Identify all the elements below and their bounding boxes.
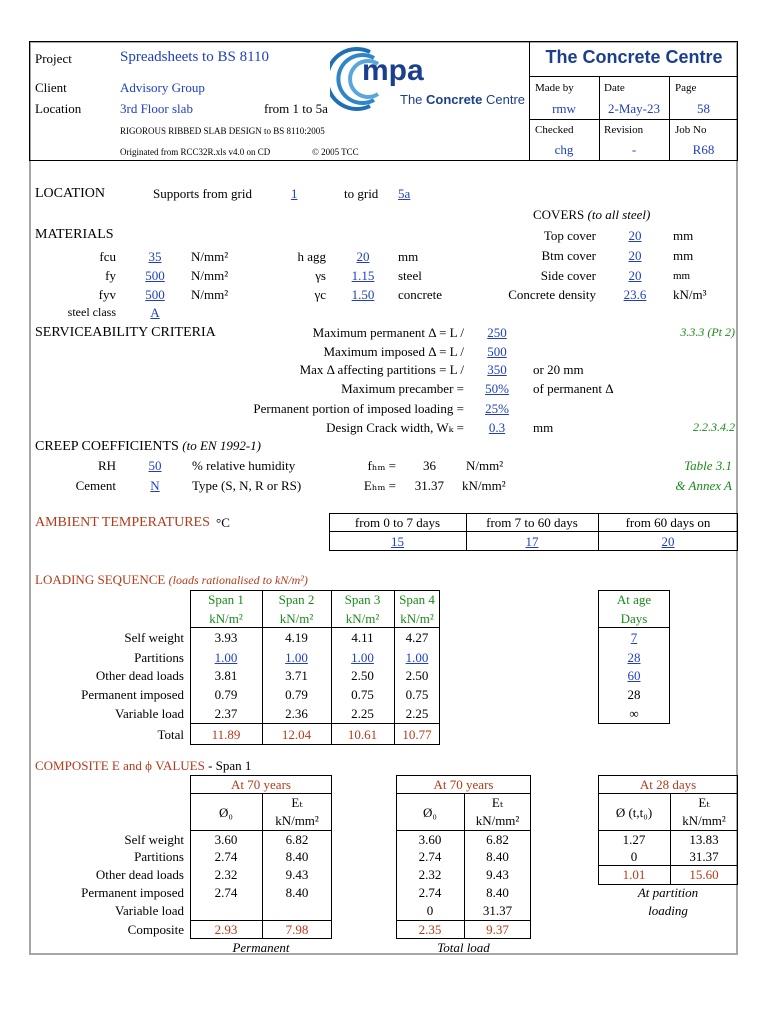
side-cover-label: Side cover bbox=[540, 268, 596, 283]
gamma-c-label: γc bbox=[314, 287, 326, 302]
total-phi-cell: 2.74 bbox=[418, 885, 442, 900]
brand-title: The Concrete Centre bbox=[545, 47, 723, 67]
perm-phi-cell: 2.32 bbox=[214, 867, 238, 882]
fcm-label: fₕₘ = bbox=[367, 458, 396, 473]
ambient-value-3[interactable]: 20 bbox=[661, 534, 675, 549]
perm-deflection-label: Maximum permanent Δ = L / bbox=[312, 325, 464, 340]
composite-subtitle: - Span 1 bbox=[204, 758, 252, 773]
perm-e-cell: 6.82 bbox=[285, 832, 309, 847]
precamber-label: Maximum precamber = bbox=[341, 381, 464, 396]
loading-title-text: LOADING SEQUENCE bbox=[35, 572, 166, 587]
made-by-label: Made by bbox=[535, 82, 574, 94]
imposed-deflection-value[interactable]: 500 bbox=[487, 344, 507, 359]
ambient-unit: °C bbox=[216, 515, 230, 530]
perm-phi-cell: 3.60 bbox=[214, 832, 238, 847]
side-cover-unit: mm bbox=[673, 270, 691, 282]
ambient-header-3: from 60 days on bbox=[625, 515, 711, 530]
ambient-header-2: from 7 to 60 days bbox=[486, 515, 578, 530]
age-cell[interactable]: 60 bbox=[627, 668, 641, 683]
logo-subtitle bbox=[400, 92, 525, 107]
total-cell: 11.89 bbox=[211, 727, 241, 742]
creep-title-text: CREEP COEFFICIENTS bbox=[35, 439, 179, 454]
top-cover-label: Top cover bbox=[543, 228, 596, 243]
serviceability-title: SERVICEABILITY CRITERIA bbox=[35, 325, 216, 340]
age-cell: ∞ bbox=[629, 706, 639, 721]
project-label: Project bbox=[35, 51, 72, 66]
revision-label: Revision bbox=[604, 124, 644, 136]
load-cell: 4.27 bbox=[405, 630, 429, 645]
client-value: Advisory Group bbox=[120, 80, 205, 95]
fyv-label: fyv bbox=[98, 287, 116, 302]
ecm-value: 31.37 bbox=[414, 478, 444, 493]
from-grid-value[interactable]: 1 bbox=[291, 186, 298, 201]
part-caption-2: loading bbox=[648, 903, 688, 918]
density-label: Concrete density bbox=[508, 287, 596, 302]
partitions-deflection-value[interactable]: 350 bbox=[487, 362, 507, 377]
perm-e-cell: 9.43 bbox=[285, 867, 309, 882]
jobno-label: Job No bbox=[675, 124, 707, 136]
fcm-value: 36 bbox=[423, 458, 436, 473]
precamber-value[interactable]: 50% bbox=[485, 381, 509, 396]
span-unit-3: kN/m² bbox=[345, 611, 380, 626]
total-e-cell: 9.43 bbox=[486, 867, 509, 882]
logo-sub-c: Centre bbox=[482, 92, 526, 107]
total-cell: 10.61 bbox=[347, 727, 378, 742]
span-header-1: Span 1 bbox=[208, 592, 244, 607]
checked-value: chg bbox=[554, 142, 574, 157]
fy-unit: N/mm² bbox=[191, 268, 229, 283]
gamma-c-value[interactable]: 1.50 bbox=[351, 287, 375, 302]
part-phi-cell: 0 bbox=[630, 849, 638, 864]
total-caption: Total load bbox=[437, 940, 490, 955]
age-unit: Days bbox=[620, 611, 648, 626]
total-cell: 12.04 bbox=[281, 727, 312, 742]
total-phi-cell: 3.60 bbox=[418, 832, 442, 847]
checked-label: Checked bbox=[535, 124, 574, 136]
covers-title bbox=[533, 207, 650, 223]
gamma-c-unit: concrete bbox=[398, 287, 443, 302]
design-title: RIGOROUS RIBBED SLAB DESIGN to BS 8110:2005 bbox=[120, 126, 325, 136]
span-header-3: Span 3 bbox=[344, 592, 381, 607]
hagg-unit: mm bbox=[398, 249, 419, 264]
creep-title bbox=[35, 438, 261, 455]
density-value[interactable]: 23.6 bbox=[623, 287, 647, 302]
fcu-label: fcu bbox=[99, 249, 116, 264]
fy-label: fy bbox=[105, 268, 116, 283]
fyv-value[interactable]: 500 bbox=[145, 287, 165, 302]
crack-width-value[interactable]: 0.3 bbox=[488, 420, 506, 435]
load-cell: 4.11 bbox=[351, 630, 374, 645]
side-cover-value[interactable]: 20 bbox=[628, 268, 642, 283]
total-phi-cell: 2.74 bbox=[418, 849, 442, 864]
to-grid-value[interactable]: 5a bbox=[398, 186, 411, 201]
load-row-label: Self weight bbox=[124, 630, 184, 645]
fcu-unit: N/mm² bbox=[191, 249, 229, 264]
page-value: 58 bbox=[697, 101, 710, 116]
creep-ref-2: & Annex A bbox=[675, 478, 732, 493]
load-cell: 0.79 bbox=[285, 687, 308, 702]
client-label: Client bbox=[35, 80, 67, 95]
page-label: Page bbox=[675, 82, 697, 94]
perm-deflection-ref: 3.3.3 (Pt 2) bbox=[680, 325, 735, 339]
jobno-value: R68 bbox=[692, 142, 715, 157]
rh-label: RH bbox=[97, 458, 116, 473]
span-header-4: Span 4 bbox=[399, 592, 435, 607]
total-phi-cell: 2.32 bbox=[418, 867, 442, 882]
covers-title-text: COVERS bbox=[533, 207, 585, 222]
total-e-cell: 8.40 bbox=[486, 885, 509, 900]
part-e-cell: 31.37 bbox=[689, 849, 719, 864]
ecm-unit: kN/mm² bbox=[462, 478, 506, 493]
age-cell: 28 bbox=[627, 687, 641, 702]
revision-value: - bbox=[631, 142, 637, 157]
load-cell[interactable]: 1.00 bbox=[214, 650, 238, 665]
load-cell: 0.75 bbox=[405, 687, 429, 702]
total-e-cell: 9.37 bbox=[486, 922, 509, 937]
part-head: At 28 days bbox=[639, 777, 697, 792]
part-phi-cell: 1.27 bbox=[622, 832, 646, 847]
date-label: Date bbox=[604, 82, 625, 94]
fcm-unit: N/mm² bbox=[466, 458, 504, 473]
partitions-deflection-note: or 20 mm bbox=[533, 362, 584, 377]
ambient-value-1[interactable]: 15 bbox=[391, 534, 404, 549]
total-cell: 10.77 bbox=[402, 727, 432, 742]
made-by-value: rmw bbox=[552, 101, 576, 116]
location-range: from 1 to 5a bbox=[264, 101, 328, 116]
total-e-header: Eₜ bbox=[491, 795, 504, 810]
copyright-note: © 2005 TCC bbox=[312, 147, 359, 157]
load-cell: 2.50 bbox=[405, 668, 429, 683]
perm-e-cell: 8.40 bbox=[285, 885, 309, 900]
rh-value[interactable]: 50 bbox=[148, 458, 162, 473]
load-cell: 4.19 bbox=[285, 630, 308, 645]
load-row-label: Variable load bbox=[115, 706, 184, 721]
ambient-title-text: AMBIENT TEMPERATURES bbox=[35, 515, 210, 530]
cement-value[interactable]: N bbox=[150, 478, 160, 493]
age-cell[interactable]: 28 bbox=[627, 650, 641, 665]
composite-row-label: Composite bbox=[127, 922, 184, 937]
composite-row-label: Permanent imposed bbox=[81, 885, 184, 900]
btm-cover-label: Btm cover bbox=[541, 248, 596, 263]
gamma-s-label: γs bbox=[315, 268, 326, 283]
perm-portion-value[interactable]: 25% bbox=[485, 401, 509, 416]
part-phi-cell: 1.01 bbox=[622, 867, 646, 882]
cement-desc: Type (S, N, R or RS) bbox=[192, 478, 302, 493]
load-cell: 3.93 bbox=[214, 630, 238, 645]
composite-row-label: Self weight bbox=[124, 832, 184, 847]
steel-class-label: steel class bbox=[67, 305, 116, 319]
age-header: At age bbox=[616, 592, 652, 607]
load-cell[interactable]: 1.00 bbox=[285, 650, 308, 665]
creep-ref-1: Table 3.1 bbox=[684, 458, 732, 473]
total-e-cell: 6.82 bbox=[486, 832, 509, 847]
total-e-cell: 8.40 bbox=[486, 849, 509, 864]
span-unit-1: kN/m² bbox=[209, 611, 243, 626]
ambient-header-1: from 0 to 7 days bbox=[354, 515, 441, 530]
ambient-value-2[interactable]: 17 bbox=[525, 534, 539, 549]
total-label: Total bbox=[157, 727, 184, 742]
load-row-label: Permanent imposed bbox=[81, 687, 184, 702]
perm-phi-cell: 2.74 bbox=[214, 885, 238, 900]
mpa-logo bbox=[330, 44, 530, 118]
btm-cover-unit: mm bbox=[673, 248, 694, 263]
top-cover-value[interactable]: 20 bbox=[628, 228, 642, 243]
top-cover-unit: mm bbox=[673, 228, 694, 243]
load-row-label: Other dead loads bbox=[95, 668, 184, 683]
total-phi-cell: 2.35 bbox=[418, 922, 442, 937]
project-value: Spreadsheets to BS 8110 bbox=[120, 49, 270, 65]
materials-title: MATERIALS bbox=[35, 227, 114, 242]
perm-head: At 70 years bbox=[231, 777, 291, 792]
load-cell: 2.25 bbox=[351, 706, 374, 721]
crack-width-label: Design Crack width, Wₖ = bbox=[326, 420, 464, 435]
perm-portion-label: Permanent portion of imposed loading = bbox=[253, 401, 464, 416]
crack-width-ref: 2.2.3.4.2 bbox=[693, 420, 735, 434]
crack-width-unit: mm bbox=[533, 420, 554, 435]
composite-row-label: Other dead loads bbox=[95, 867, 184, 882]
part-e-cell: 13.83 bbox=[689, 832, 719, 847]
btm-cover-value[interactable]: 20 bbox=[628, 248, 642, 263]
composite-title bbox=[35, 758, 251, 774]
load-cell: 3.71 bbox=[285, 668, 308, 683]
load-cell: 2.37 bbox=[214, 706, 238, 721]
perm-e-cell: 8.40 bbox=[285, 849, 309, 864]
rh-desc: % relative humidity bbox=[192, 458, 296, 473]
total-phi-cell: 0 bbox=[426, 903, 434, 918]
hagg-label: h agg bbox=[297, 249, 326, 264]
part-e-header: Eₜ bbox=[698, 795, 710, 810]
fcu-value[interactable]: 35 bbox=[148, 249, 162, 264]
fyv-unit: N/mm² bbox=[191, 287, 229, 302]
part-e-unit: kN/mm² bbox=[682, 813, 726, 828]
cement-label: Cement bbox=[75, 478, 116, 493]
perm-phi-cell: 2.93 bbox=[214, 922, 238, 937]
mpa-logo-text: mpa bbox=[362, 54, 424, 87]
load-cell: 2.50 bbox=[351, 668, 374, 683]
loading-title-note: (loads rationalised to kN/m²) bbox=[168, 573, 308, 587]
load-cell: 2.25 bbox=[405, 706, 429, 721]
gamma-s-value[interactable]: 1.15 bbox=[351, 268, 375, 283]
covers-title-note: (to all steel) bbox=[587, 207, 651, 222]
perm-caption: Permanent bbox=[232, 940, 290, 955]
total-e-unit: kN/mm² bbox=[475, 813, 520, 828]
part-phi-header: Ø (t,t₀) bbox=[615, 805, 653, 820]
load-row-label: Partitions bbox=[134, 650, 184, 665]
steel-class-value[interactable]: A bbox=[150, 305, 160, 320]
perm-phi-header: Ø₀ bbox=[219, 805, 233, 820]
ecm-label: Eₕₘ = bbox=[363, 478, 396, 493]
load-cell: 2.36 bbox=[285, 706, 308, 721]
load-cell: 0.79 bbox=[214, 687, 238, 702]
location-value: 3rd Floor slab bbox=[120, 101, 193, 116]
total-e-cell: 31.37 bbox=[482, 903, 513, 918]
part-caption-1: At partition bbox=[637, 885, 699, 900]
perm-e-header: Eₜ bbox=[291, 795, 303, 810]
logo-sub-b: Concrete bbox=[426, 92, 483, 107]
perm-deflection-value[interactable]: 250 bbox=[487, 325, 507, 340]
partitions-deflection-label: Max Δ affecting partitions = L / bbox=[299, 362, 464, 377]
perm-phi-cell: 2.74 bbox=[214, 849, 238, 864]
hagg-value[interactable]: 20 bbox=[356, 249, 370, 264]
load-cell: 0.75 bbox=[351, 687, 374, 702]
fy-value[interactable]: 500 bbox=[145, 268, 165, 283]
span-header-2: Span 2 bbox=[278, 592, 315, 607]
composite-row-label: Partitions bbox=[134, 849, 184, 864]
imposed-deflection-label: Maximum imposed Δ = L / bbox=[323, 344, 464, 359]
total-head: At 70 years bbox=[433, 777, 494, 792]
loading-title bbox=[35, 572, 308, 588]
load-cell: 3.81 bbox=[214, 668, 238, 683]
ambient-title bbox=[35, 515, 210, 531]
supports-from-label: Supports from grid bbox=[153, 186, 252, 201]
load-cell[interactable]: 1.00 bbox=[351, 650, 374, 665]
precamber-note: of permanent Δ bbox=[533, 381, 614, 396]
date-value: 2-May-23 bbox=[608, 101, 660, 116]
gamma-s-unit: steel bbox=[398, 268, 422, 283]
part-e-cell: 15.60 bbox=[689, 867, 719, 882]
span-unit-4: kN/m² bbox=[400, 611, 434, 626]
location-section-label: LOCATION bbox=[35, 186, 105, 201]
logo-sub-a: The bbox=[400, 92, 427, 107]
age-cell[interactable]: 7 bbox=[630, 630, 638, 645]
total-phi-header: Ø₀ bbox=[423, 805, 437, 820]
composite-title-text: COMPOSITE E and ϕ VALUES bbox=[35, 758, 205, 773]
perm-e-cell: 7.98 bbox=[285, 922, 309, 937]
composite-row-label: Variable load bbox=[115, 903, 184, 918]
originated-note: Originated from RCC32R.xls v4.0 on CD bbox=[120, 147, 271, 157]
density-unit: kN/m³ bbox=[673, 287, 707, 302]
span-unit-2: kN/m² bbox=[279, 611, 314, 626]
load-cell[interactable]: 1.00 bbox=[405, 650, 429, 665]
creep-title-note: (to EN 1992-1) bbox=[182, 438, 261, 453]
to-grid-label: to grid bbox=[344, 186, 379, 201]
perm-e-unit: kN/mm² bbox=[275, 813, 319, 828]
location-label: Location bbox=[35, 101, 82, 116]
